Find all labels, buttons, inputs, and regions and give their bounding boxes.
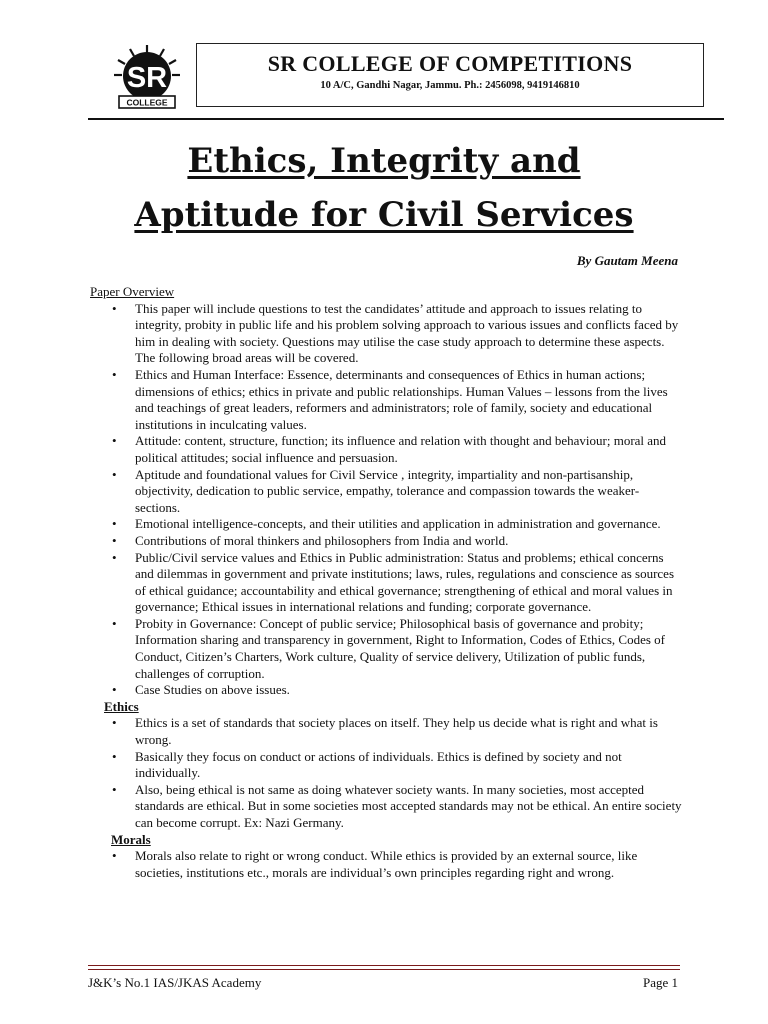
header-divider [88, 118, 724, 120]
list-item: • Ethics is a set of standards that society places on itself. They help us decide what is right and what is wrong. [90, 715, 682, 748]
list-item: • Public/Civil service values and Ethics in Public administration: Status and problems; ethical concerns and dilemmas in government and private institutions; laws, rules, regulations and conscience as sources of ethical guidance; accountability and ethical governance; strengthening of ethical and moral values in governance; Ethical issues in international relations and funding; corporate governance. [90, 550, 682, 616]
list-item: • Attitude: content, structure, function; its influence and relation with thought and behaviour; moral and political attitudes; social influence and persuasion. [90, 433, 682, 466]
list-item: • Emotional intelligence-concepts, and their utilities and application in administration and governance. [90, 516, 682, 533]
footer-divider [88, 965, 680, 970]
logo-subtext: COLLEGE [126, 97, 168, 108]
college-address: 10 A/C, Gandhi Nagar, Jammu. Ph.: 2456098, 9419146810 [320, 80, 580, 91]
list-item: • Probity in Governance: Concept of public service; Philosophical basis of governance and probity; Information sharing and transparency in government, Right to Information, Codes of Ethics, Codes of Conduct, Citizen’s Charters, Work culture, Quality of service delivery, Utilization of public funds, challenges of corruption. [90, 616, 682, 682]
list-item: • Aptitude and foundational values for Civil Service , integrity, impartiality and non-partisanship, objectivity, dedication to public service, empathy, tolerance and compassion towards the weaker-sections. [90, 467, 682, 517]
page-number: Page 1 [642, 975, 678, 990]
morals-list [90, 848, 682, 881]
author: By Gautam Meena [576, 253, 678, 268]
list-item: • Case Studies on above issues. [90, 682, 682, 699]
ethics-list [90, 715, 682, 831]
section-heading-ethics: Ethics [104, 698, 139, 714]
section-heading-morals: Morals [111, 831, 151, 847]
list-item: • Morals also relate to right or wrong conduct. While ethics is provided by an external source, like societies, institutions etc., morals are individual’s own principles regarding right and wrong. [90, 848, 682, 881]
header-box [196, 43, 704, 107]
overview-list [90, 301, 682, 699]
document-body [90, 284, 682, 881]
list-item: • This paper will include questions to test the candidates’ attitude and approach to issues relating to integrity, probity in public life and his problem solving approach to various issues and conflicts faced by him in dealing with society. Questions may utilise the case study approach to determine these aspects. The following broad areas will be covered. [90, 301, 682, 367]
title-line-1: Ethics, Integrity and [187, 141, 581, 181]
sr-logo-icon [112, 44, 182, 110]
list-item: • Contributions of moral thinkers and philosophers from India and world. [90, 533, 682, 550]
section-heading-overview: Paper Overview [90, 284, 175, 299]
logo-text: SR [126, 62, 168, 94]
footer-academy: J&K’s No.1 IAS/JKAS Academy [88, 975, 262, 990]
college-logo [112, 44, 182, 110]
list-item: • Basically they focus on conduct or actions of individuals. Ethics is defined by society and not individually. [90, 749, 682, 782]
list-item: • Ethics and Human Interface: Essence, determinants and consequences of Ethics in human actions; dimensions of ethics; ethics in private and public relationships. Human Values – lessons from the lives and teachings of great leaders, reformers and administrators; role of family, society and educational institutions in inculcating values. [90, 367, 682, 433]
document-title [88, 134, 680, 242]
list-item: • Also, being ethical is not same as doing whatever society wants. In many societies, most accepted standards are ethical. But in some societies most accepted standards may not be ethical. An entire society can become corrupt. Ex: Nazi Germany. [90, 782, 682, 832]
title-line-2: Aptitude for Civil Services [134, 195, 634, 235]
college-name: SR COLLEGE OF COMPETITIONS [267, 51, 633, 76]
